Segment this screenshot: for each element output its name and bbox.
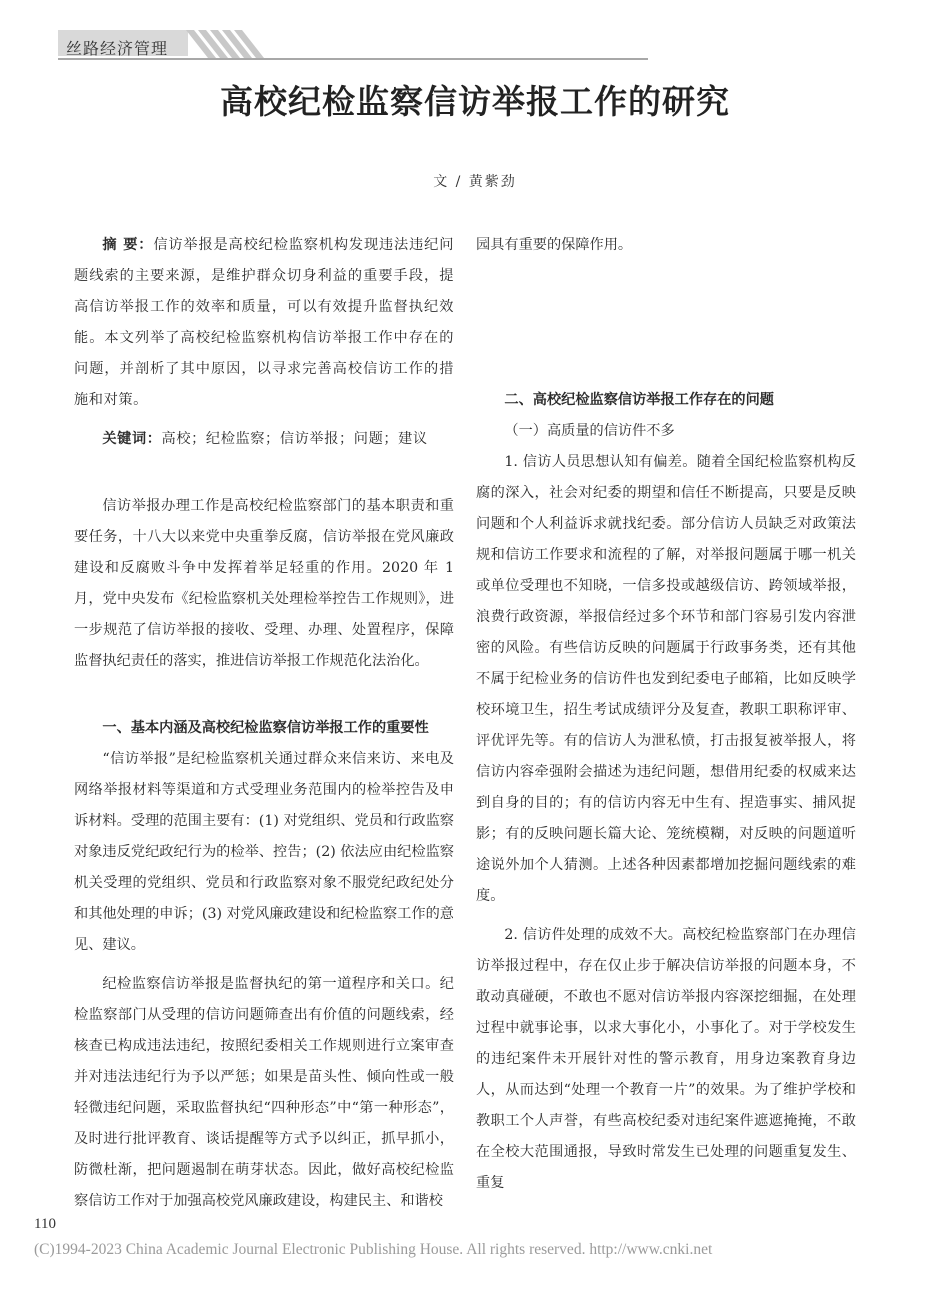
article-author: 文 / 黄紫劲 <box>433 174 517 190</box>
header-rule <box>58 58 648 60</box>
section-2-subheading-1: （一）高质量的信访件不多 <box>504 423 675 439</box>
article-title: 高校纪检监察信访举报工作的研究 <box>220 82 730 121</box>
section-2-paragraph-2: 2. 信访件处理的成效不大。高校纪检监察部门在办理信访举报过程中，存在仅止步于解决信访举报的问题本身，不敢动真碰硬，不敢也不愿对信访举报内容深挖细掘，在处理过程中就事论事，以求大事化小，小事化了。对于学校发生的违纪案件未开展针对性的警示教育，用身边案教育身边人，从而达到“处理一个教育一片”的效果。为了维护学校和教职工个人声誉，有些高校纪委对违纪案件遮遮掩掩，不敢在全校大范围通报，导致时常发生已处理的问题重复发生、重复 <box>476 927 856 1191</box>
copyright-footer: (C)1994-2023 China Academic Journal Electronic Publishing House. All rights reserved. http://www.cnki.net <box>34 1241 713 1258</box>
abstract-text: 信访举报是高校纪检监察机构发现违法违纪问题线索的主要来源，是维护群众切身利益的重要手段，提高信访举报工作的效率和质量，可以有效提升监督执纪效能。本文列举了高校纪检监察机构信访举报工作中存在的问题，并剖析了其中原因，以寻求完善高校信访工作的措施和对策。 <box>74 237 454 408</box>
section-1-paragraph-2-continued: 园具有重要的保障作用。 <box>476 237 633 253</box>
keywords-text: 高校；纪检监察；信访举报；问题；建议 <box>161 431 428 447</box>
journal-section-tab <box>58 30 188 56</box>
section-1-paragraph-1: “信访举报”是纪检监察机关通过群众来信来访、来电及网络举报材料等渠道和方式受理业务范围内的检举控告及申诉材料。受理的范围主要有：(1) 对党组织、党员和行政监察对象违反党纪政纪行为的检举、控告；(2) 依法应由纪检监察机关受理的党组织、党员和行政监察对象不服党纪政纪处分和其他处理的申诉；(3) 对党风廉政建设和纪检监察工作的意见、建议。 <box>74 751 454 953</box>
abstract <box>74 230 454 416</box>
keywords-label: 关键词： <box>102 431 162 447</box>
left-column <box>74 230 454 1217</box>
intro-paragraph: 信访举报办理工作是高校纪检监察部门的基本职责和重要任务，十八大以来党中央重拳反腐，信访举报在党风廉政建设和反腐败斗争中发挥着举足轻重的作用。2020 年 1 月，党中央发布《纪检监察机关处理检举控告工作规则》，进一步规范了信访举报的接收、受理、办理、处置程序，保障监督执纪责任的落实，推进信访举报工作规范化法治化。 <box>74 498 454 669</box>
section-2-paragraph-1: 1. 信访人员思想认知有偏差。随着全国纪检监察机构反腐的深入，社会对纪委的期望和信任不断提高，只要是反映问题和个人利益诉求就找纪委。部分信访人员缺乏对政策法规和信访工作要求和流程的了解，对举报问题属于哪一机关或单位受理也不知晓，一信多投或越级信访、跨领域举报，浪费行政资源，举报信经过多个环节和部门容易引发内容泄密的风险。有些信访反映的问题属于行政事务类，还有其他不属于纪检业务的信访件也发到纪委电子邮箱，比如反映学校环境卫生，招生考试成绩评分及复查，教职工职称评审、评优评先等。有的信访人为泄私愤，打击报复被举报人，将信访内容牵强附会描述为违纪问题，想借用纪委的权威来达到自身的目的；有的信访内容无中生有、捏造事实、捕风捉影；有的反映问题长篇大论、笼统模糊，对反映的问题道听途说外加个人猜测。上述各种因素都增加挖掘问题线索的难度。 <box>476 454 856 904</box>
journal-header <box>58 26 648 60</box>
journal-section-label: 丝路经济管理 <box>66 39 169 58</box>
section-1-heading: 一、基本内涵及高校纪检监察信访举报工作的重要性 <box>102 720 429 736</box>
keywords <box>74 424 454 455</box>
page-number: 110 <box>34 1216 56 1232</box>
header-stripes-decoration <box>186 26 296 58</box>
right-column <box>476 230 856 1199</box>
abstract-label: 摘 要： <box>102 237 154 253</box>
section-2-heading: 二、高校纪检监察信访举报工作存在的问题 <box>504 392 774 408</box>
section-1-paragraph-2: 纪检监察信访举报是监督执纪的第一道程序和关口。纪检监察部门从受理的信访问题筛查出有价值的问题线索，经核查已构成违法违纪，按照纪委相关工作规则进行立案审查并对违法违纪行为予以严惩；如果是苗头性、倾向性或一般轻微违纪问题，采取监督执纪“四种形态”中“第一种形态”，及时进行批评教育、谈话提醒等方式予以纠正，抓早抓小，防微杜渐，把问题遏制在萌芽状态。因此，做好高校纪检监察信访工作对于加强高校党风廉政建设，构建民主、和谐校 <box>74 976 454 1209</box>
